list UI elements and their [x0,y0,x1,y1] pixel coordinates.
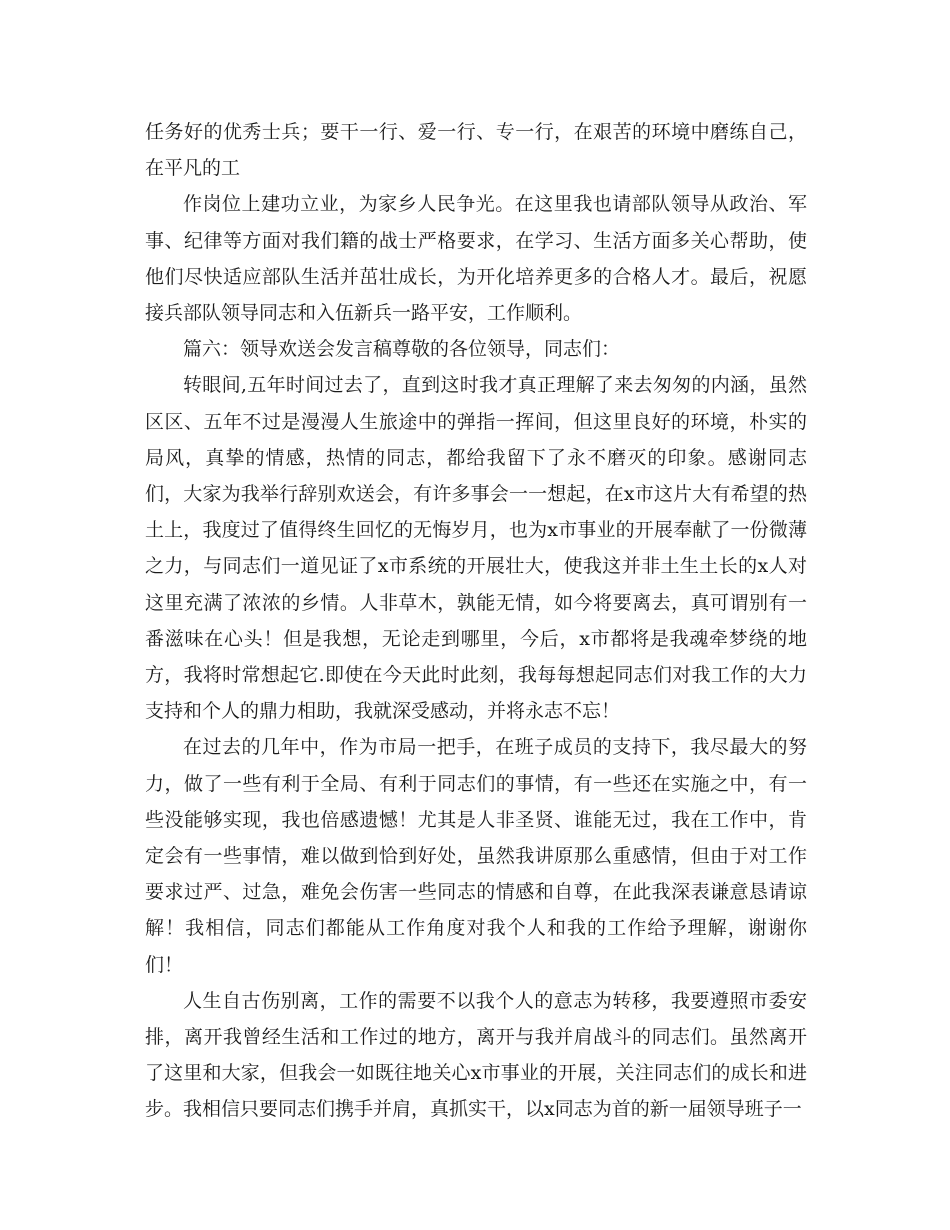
paragraph-2: 作岗位上建功立业，为家乡人民争光。在这里我也请部队领导从政治、军事、纪律等方面对我们籍的战士严格要求，在学习、生活方面多关心帮助，使他们尽快适应部队生活并茁壮成长，为开化培养更多的合格人才。最后，祝愿接兵部队领导同志和入伍新兵一路平安，工作顺利。 [145,193,807,325]
paragraph-4: 在过去的几年中，作为市局一把手，在班子成员的支持下，我尽最大的努力，做了一些有利于全局、有利于同志们的事情，有一些还在实施之中，有一些没能够实现，我也倍感遗憾！尤其是人非圣贤、谁能无过，我在工作中，肯定会有一些事情，难以做到恰到好处，虽然我讲原那么重感情，但由于对工作要求过严、过急，难免会伤害一些同志的情感和自尊，在此我深表谦意恳请谅解！我相信，同志们都能从工作角度对我个人和我的工作给予理解，谢谢你们！ [145,736,807,976]
paragraph-1: 任务好的优秀士兵；要干一行、爱一行、专一行，在艰苦的环境中磨练自己，在平凡的工 [145,121,807,180]
document-body [145,114,807,1128]
paragraph-3: 转眼间,五年时间过去了，直到这时我才真正理解了来去匆匆的内涵，虽然区区、五年不过是漫漫人生旅途中的弹指一挥间，但这里良好的环境，朴实的局风，真挚的情感，热情的同志，都给我留下了永不磨灭的印象。感谢同志们，大家为我举行辞别欢送会，有许多事会一一想起，在x市这片大有希望的热土上，我度过了值得终生回忆的无悔岁月，也为x市事业的开展奉献了一份微薄之力，与同志们一道见证了x市系统的开展壮大，使我这并非土生土长的x人对这里充满了浓浓的乡情。人非草木，孰能无情，如今将要离去，真可谓别有一番滋味在心头！但是我想，无论走到哪里，今后，x市都将是我魂牵梦绕的地方，我将时常想起它.即使在今天此时此刻，我每每想起同志们对我工作的大力支持和个人的鼎力相助，我就深受感动，并将永志不忘！ [145,374,807,723]
paragraph-5: 人生自古伤别离，工作的需要不以我个人的意志为转移，我要遵照市委安排，离开我曾经生活和工作过的地方，离开与我并肩战斗的同志们。虽然离开了这里和大家，但我会一如既往地关心x市事业的开展，关注同志们的成长和进步。我相信只要同志们携手并肩，真抓实干，以x同志为首的新一届领导班子一 [145,989,807,1121]
section-heading: 篇六：领导欢送会发言稿尊敬的各位领导，同志们： [183,338,621,361]
